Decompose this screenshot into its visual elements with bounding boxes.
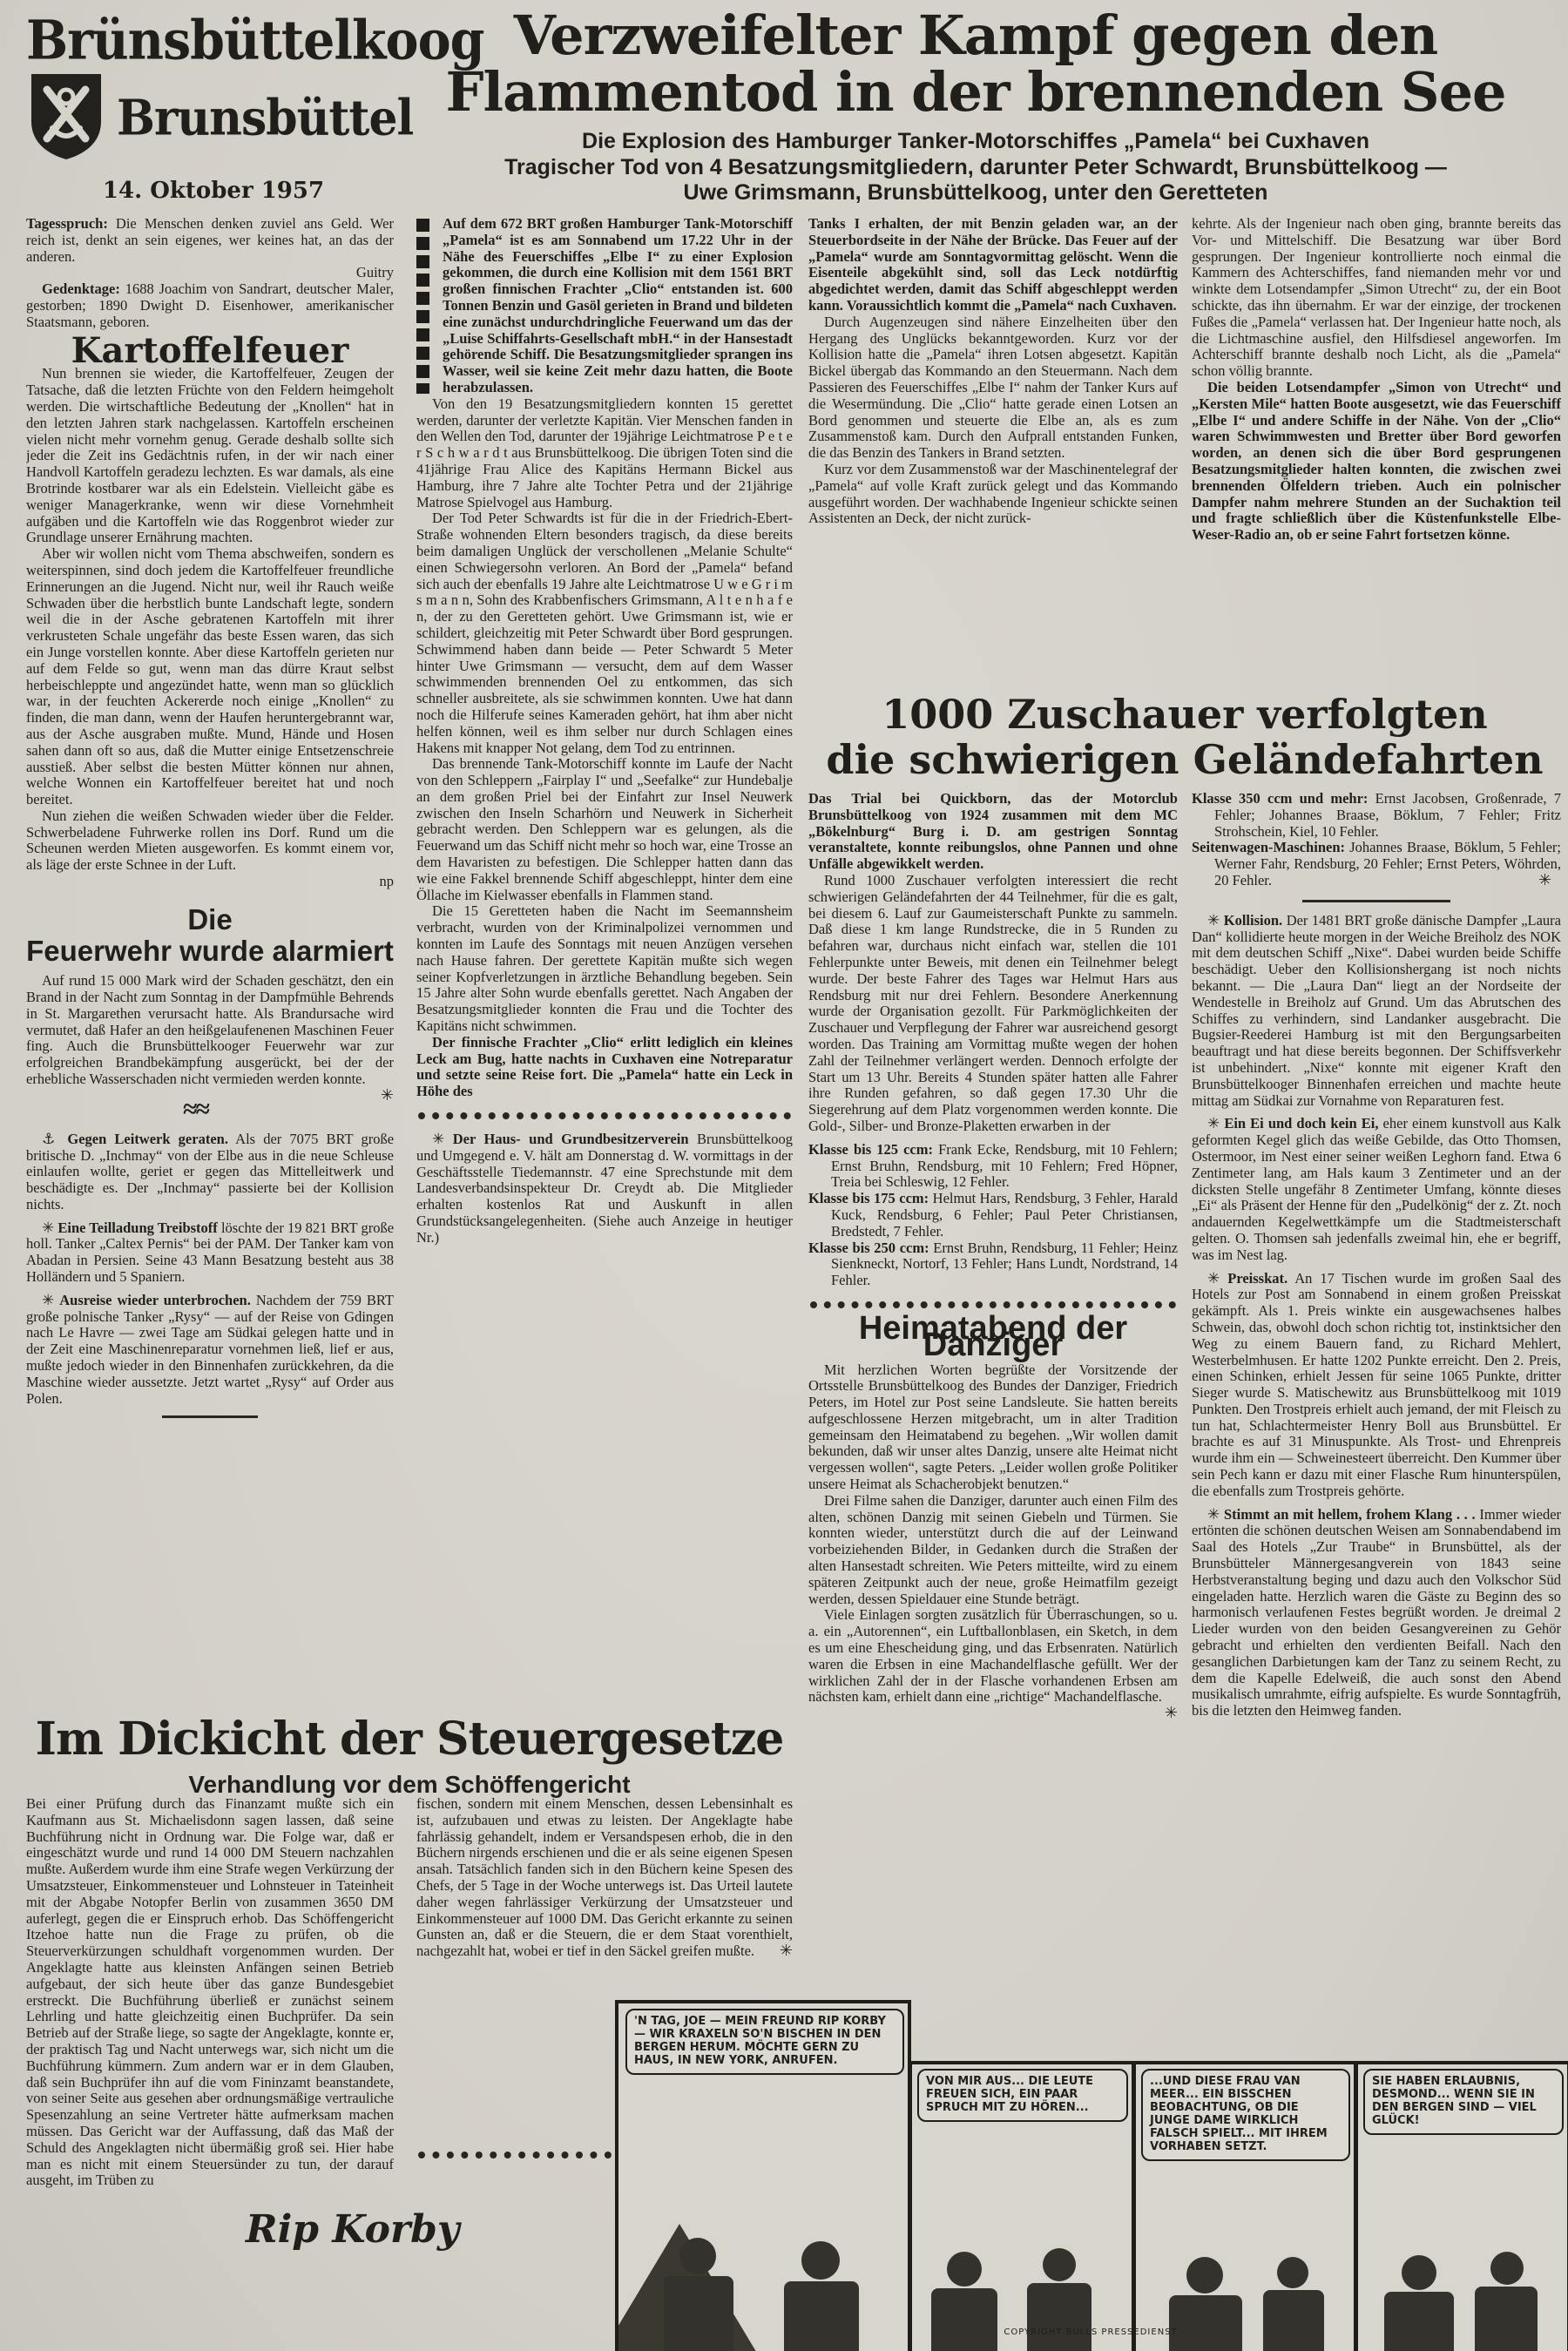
main-subhead-line2: Tragischer Tod von 4 Besatzungsmitgliedern, darunter Peter Schwardt, Brunsbüttelkoog — — [504, 154, 1447, 179]
article-paragraph: Die beiden Lotsendampfer „Simon von Utrecht“ und „Kersten Mile“ hatten Boote ausgesetzt, wie das Feuerschiff „Elbe I“ und andere Schiffe in der Nähe. Von der „Clio“ waren Schwimmwesten und Bretter über Bord geworfen worden, an denen sich die über Bord gesprungenen Besatzungsmitglieder halten konnten, die zwischen zwei brennenden Ölfeldern trieben. Auch ein polnischer Dampfer nahm mehrere Stunden an der Suchaktion teil und fragte schließlich über die Küstenfunkstelle Elbe-Weser-Radio an, ob er seine Fahrt fortsetzen könne. — [1192, 378, 1561, 544]
lead-paragraph — [416, 216, 793, 396]
article-signoff: np — [379, 873, 394, 890]
result-row — [808, 1191, 1178, 1240]
comic-figure — [1169, 2295, 1242, 2351]
comic-figure — [947, 2252, 982, 2287]
article-paragraph: Bei einer Prüfung durch das Finanzamt mußte sich ein Kaufmann aus St. Michaelisdonn sagen lassen, daß seine Buchführung nicht in Ordnung war. Die Folge war, daß er eingeschätzt wurde und rund 14 000 DM Steuern nachzahlen mußte. Außerdem wurde ihm eine Strafe wegen Verkürzung der Umsatzsteuer, Einkommensteuer und Lohnsteuer in Tateinheit mit der Abgabe Notopfer Berlin von zusammen 3650 DM auferlegt, gegen die er Einspruch erhob. Das Schöffengericht Itzehoe hatte nun die Frage zu prüfen, ob die Steuerverkürzungen schuldhaft vorgenommen wurden. Der Angeklagte hatte aus kleinsten Anfängen seinen Betrieb aufgebaut, der sich heute über das ganze Bundesgebiet erstreckt. Die Buchführung überließ er zunächst seinem Lehrling und hatte gleichzeitig einen Buchprüfer. Da sein Betrieb auf der Straße liege, so sagte der Angeklagte, konnte er, der praktisch Tag und Nacht unterwegs war, sich nicht um die Buchführung kümmern. Zum andern war er in dem Glauben, daß sein Buchprüfer ihn auf die vom Fininzamt beanstandete, von seiner Seite aus gesehen aber ordnungsmäßige vertrauliche Spesenzahlung an seine Vertreter hätte aufmerksam machen müssen. Das Gericht war der Auffassung, daß das Maß der Schuld des Angeklagten nicht übermäßig groß sei. Hier habe man es nicht mit einem Steuersünder zu tun, der darauf ausgeht, im Trüben zu — [26, 1796, 394, 2189]
masthead — [26, 9, 484, 204]
brief-body: Brunsbüttelkoog und Umgegend e. V. hält am Donnerstag d. W. vormittags in der Geschäftsstelle Tiedemannstr. 47 eine Sprechstunde mit dem Landesverbandsinspekteur Dr. Creydt ab. Die Mitglieder erhalten kostenlos Rat und Auskunft in allen Grundstücksangelegenheiten. (Siehe auch Anzeige in heutiger Nr.) — [416, 1131, 793, 1246]
brief-lead: Ein Ei und doch kein Ei, — [1224, 1115, 1379, 1132]
feuerwehr-title-line2: Feuerwehr wurde alarmiert — [26, 934, 394, 967]
kartoffelfeuer-title: Kartoffelfeuer — [71, 329, 349, 371]
result-class: Klasse 350 ccm und mehr: — [1192, 791, 1369, 807]
comic-figure — [679, 2238, 716, 2274]
speech-bubble: ...UND DIESE FRAU VAN MEER... EIN BISSCHEN BEOBACHTUNG, OB DIE JUNGE DAME WIRKLICH FALSCH SPIELT... MIT IHREM VORHABEN SETZT. — [1141, 2069, 1350, 2161]
brief-lead: Der Haus- und Grundbesitzerverein — [452, 1131, 689, 1148]
article-paragraph: Nun brennen sie wieder, die Kartoffelfeuer, Zeugen der Tatsache, daß die letzten Früchte von den Feldern heimgeholt werden. Die wirtschaftliche Bedeutung der „Knollen“ hat in den letzten Jahren stark nachgelassen. Kartoffeln erscheinen vielen nicht mehr vornehm genug. Gerade deshalb sollte sich jeder die Zeit ins Gedächtnis rufen, in der wir nach einer Handvoll Kartoffeln geradezu lechzten. Es war damals, als eine Brotrinde kostbarer war als ein Edelstein. Vielleicht gäbe es weniger Managerkranke, wenn wir diese Vornehmheit aufgäben und die Kartoffeln wie das Roggenbrot wieder zur Grundlage unserer Ernährung machten. — [26, 365, 394, 546]
star-icon: ✳ — [1207, 1505, 1220, 1523]
steuer-header — [26, 1713, 793, 1799]
lead-text: Auf dem 672 BRT großen Hamburger Tank-Motorschiff „Pamela“ ist es am Sonnabend um 17.22 Uhr in der Nähe des Feuerschiffes „Elbe I“ zu einer Explosion gekommen, die durch eine Kollision mit dem 1561 BRT großen finnischen Frachter „Clio“ entstanden ist. 600 Tonnen Benzin und Gasöl gerieten in Brand und bildeten eine zunächst undurchdringliche Feuerwand um das der „Luise Schiffahrts-Gesellschaft mbH.“ in der Hansestadt gehörende Schiff. Die Besatzungsmitglieder sprangen ins Wasser, weil sie keine Zeit mehr dazu hatten, die Boote herabzulassen. — [443, 216, 793, 395]
column-2 — [416, 216, 793, 1707]
article-paragraph: Von den 19 Besatzungsmitgliedern konnten 15 gerettet werden, darunter der verletzte Kapitän. Vier Menschen fanden in den Wellen den Tod, darunter der 19jährige Leichtmatrose P e t e r S c h w a r d t aus Brunsbüttelkoog. Die übrigen Toten sind die 41jährige Frau Alice des Kapitäns Hermann Bickel aus Hamburg, ihre 7 Jahre alte Tochter Petra und der 21jährige Matrose Spielvogel aus Hamburg. — [416, 395, 793, 510]
speech-bubble: VON MIR AUS... DIE LEUTE FREUEN SICH, EIN PAAR SPRUCH MIT ZU HÖREN... — [917, 2069, 1128, 2122]
tagesspruch-author: Guitry — [355, 264, 394, 281]
article-paragraph: Mit herzlichen Worten begrüßte der Vorsitzende der Ortsstelle Brunsbüttelkoog des Bundes der Danziger, Friedrich Peters, im Hotel zur Post seine Landsleute. Sie hatten bereits aufgeschlossene Herzen mitgebracht, um in alter Tradition gemeinsam den Heimatabend zu begehen. „Wir wollen damit bekunden, daß wir unser altes Danzig, unsere alte Heimat nicht vergessen wollen“, sagte Peters. „Leider wollen große Politiker unsere Heimat als Schacherobjekt benutzen.“ — [808, 1361, 1178, 1493]
result-row — [808, 1240, 1178, 1289]
section-rule — [1302, 900, 1450, 902]
news-brief — [1192, 1271, 1561, 1500]
brief-lead: Gegen Leitwerk geraten. — [67, 1130, 228, 1147]
danziger-title: Heimatabend der Danziger — [858, 1309, 1128, 1363]
trial-lead: Das Trial bei Quickborn, das der Motorclub Brunsbüttelkoog von 1924 zusammen mit dem MC „Bökelnburg“ Burg i. D. am gestrigen Sonntag veranstaltete, konnte reibungslos, ohne Pannen und ohne Unfälle abgewikkelt werden. — [808, 791, 1178, 873]
comic-figure — [1186, 2257, 1223, 2294]
trial-headline-line1: 1000 Zuschauer verfolgten — [882, 691, 1488, 738]
main-subhead-line3: Uwe Grimsmann, Brunsbüttelkoog, unter den Geretteten — [683, 180, 1268, 206]
column-3-mid — [808, 791, 1178, 2071]
article-paragraph: Der Tod Peter Schwardts ist für die in der Friedrich-Ebert-Straße wohnenden Eltern besonders tragisch, da diese bereits beim damaligen Unglück der verschollenen „Melanie Schulte“ einen Schwiegersohn verloren. An Bord der „Pamela“ befand sich auch der ebenfalls 19 Jahre alte Leichtmatrose U w e G r i m s m a n n, Sohn des Krabbenfischers Grimsmann, A l t e n h a f e n, der zu den Geretteten gehört. Uwe Grimsmann ist, wie er schildert, gleichzeitig mit Peter Schwardt über Bord gesprungen. Schwimmend haben dann beide — Peter Schwardt 5 Meter hinter Uwe Grimsmann — versucht, dem auf dem Wasser schwimmenden brennenden Oel zu entkommen, das sich schneller ausbreitete, als sie schwimmen konnten. Uwe hat dann noch die Hilferufe seines Kameraden gehört, hat ihm aber nicht helfen können, weil es ihm selber nur durch Schlagen eines Hakens mit knapper Not gelang, dem Tod zu entrinnen. — [416, 510, 793, 756]
article-paragraph: Durch Augenzeugen sind nähere Einzelheiten über den Hergang des Unglücks bekanntgeworden. Kurz vor der Kollision hatte die „Pamela“ ihren Lotsen abgesetzt. Kapitän Bickel übergab das Kommando an den Steuermann. Nach dem Passieren des Feuerschiffes „Elbe I“ nahm der Tanker Kurs auf die Wesermündung. Die „Clio“ hatte gerade einen Lotsen an Bord genommen und steuerte die Elbe an, als es zum Zusammenstoß kam. Durch den Aufprall entstanden Funken, die das Benzin des Tankers in Brand setzten. — [808, 313, 1178, 462]
article-paragraph: Tanks I erhalten, der mit Benzin geladen war, an der Steuerbordseite in der Nähe der Brücke. Das Feuer auf der „Pamela“ wurde am Sonntagvormittag gelöscht. Wenn die Eisenteile abgekühlt sind, soll das Leck notdürftig abgedichtet werden, damit das Schiff abgeschleppt werden kann. Voraussichtlich kommt die „Pamela“ nach Cuxhaven. — [808, 216, 1178, 314]
comic-figure — [1027, 2283, 1092, 2351]
end-star-icon: ✳ — [380, 1085, 394, 1105]
comic-copyright: COPYRIGHT BULLS PRESSEDIENST — [1004, 2327, 1178, 2337]
result-class: Seitenwagen-Maschinen: — [1192, 839, 1345, 856]
star-icon: ✳ — [1207, 1269, 1220, 1287]
news-brief — [26, 1220, 394, 1286]
result-text: Ernst Jacobsen, Großenrade, 7 Fehler; Johannes Braase, Böklum, 7 Fehler; Fritz Strohschein, Kiel, 10 Fehler. — [1214, 791, 1561, 840]
article-paragraph — [808, 1606, 1178, 1723]
result-text: Ernst Bruhn, Rendsburg, 11 Fehler; Heinz Sienkneckt, Nortorf, 13 Fehler; Hans Lundt, Nordstrand, 14 Fehler. — [831, 1239, 1178, 1289]
comic-figure — [1475, 2287, 1538, 2351]
lead-story-header — [396, 3, 1555, 206]
tagesspruch-label: Tagesspruch: — [26, 216, 108, 232]
article-paragraph: Aber wir wollen nicht vom Thema abschweifen, sondern es weiterspinnen, sind doch jedem die Kartoffelfeuer freundliche Erinnerungen an die Jugend. Nicht nur, weil ihr Rauch weiße Schwaden über die herbstlich bunte Landschaft legte, sondern weil die in der Asche gebratenen Kartoffeln mit ihrer verkrusteten Schale ungefähr das beste Essen waren, das sich ein Junge vorstellen konnte. Aber diese Kartoffeln gerieten nur auf dem Felde so gut, wenn man das dürre Kraut selbst herbeischleppte und angezündet hatte, wenn man so glücklich war, in der feuchten Ackererde noch einige „Knollen“ zu finden, die man dann, wenn der Haufen heruntergebrannt war, aus der Asche ausgraben mußte. Mund, Hände und Hosen sahen dann oft so aus, daß die Mutter einige Entsetzenschreie ausstieß. Aber selbst die besten Mütter können nur ahnen, welche Wonnen ein Kartoffelfeuer bereitet hat und noch bereitet. — [26, 545, 394, 808]
issue-date: 14. Oktober 1957 — [102, 178, 325, 204]
brief-body: Der 1481 BRT große dänische Dampfer „Laura Dan“ kollidierte heute morgen in der Weiche Breiholz des NOK mit dem deutschen Schiff „Nixe“. Dabei wurden beide Schiffe beschädigt. Ueber den Kollisionshergang ist noch nichts bekannt. — Die „Laura Dan“ liegt an der Nordseite der Wendestelle in Breiholz auf Grund. Um das Abrutschen des Schiffes zu verhindern, sind Landanker ausgebracht. Die Bugsier-Reederei Hamburg ist mit den Bergungsarbeiten beauftragt und hat diese bereits begonnen. Der Schiffsverkehr ist unbehindert. „Nixe“ konnte mit eigener Kraft den Brunsbüttelkooger Binnenhafen erreichen und machte heute mittag am Südkai zur Vornahme von Reparaturen fest. — [1192, 911, 1561, 1109]
news-brief — [1192, 1116, 1561, 1263]
gedenktage-text: 1688 Joachim von Sandrart, deutscher Maler, gestorben; 1890 Dwight D. Eisenhower, amerikanischer Staatsmann, geboren. — [26, 280, 394, 330]
gedenktage — [26, 281, 394, 330]
news-brief — [26, 1293, 394, 1408]
article-paragraph: Die 15 Geretteten haben die Nacht im Seemannsheim verbracht, wurden von der Kriminalpolizei vernommen und konnten im Laufe des Sonntags mit neuen Anzügen versehen nach Hause fahren. Der gerettete Kapitän mußte sich wegen seiner Kopfverletzungen in ärztliche Behandlung begeben. Sein 15 Jahre alter Sohn wurde ebenfalls gerettet. Nach Angaben der Besatzungsmitglieder konnten die Frau und die Tochter des Kapitäns nicht schwimmen. — [416, 902, 793, 1035]
article-paragraph: Rund 1000 Zuschauer verfolgten interessiert die recht schwierigen Geländefahrten der 44 Teilnehmer, für die es galt, bei diesem 6. Lauf zur Gaumeisterschaft Punkte zu sammeln. Daß diese 1 km lange Rundstrecke, die in 5 Runden zu befahren war, durchaus nicht einfach war, stellen die 101 Fehlerpunkte unter Beweis, mit denen ein Teilnehmer belegt wurde. Der beste Fahrer des Tages war Helmut Hars aus Rendsburg mit nur drei Fehlern. Besondere Anerkennung wurde der Organisation gezollt. Für Parkmöglichkeiten der Zuschauer und Verpflegung der Fahrer war ausreichend gesorgt worden. Das Training am Vormittag mußte wegen der hohen Zahl der Teilnehmer verlängert werden. Dennoch erfolgte der Start um 13 Uhr. Bereits 4 Stunden später hatten alle Fahrer ihre Runden gefahren, so daß gegen 17.30 Uhr die Siegerehrung auf dem Platz vorgenommen werden konnte. Die Gold-, Silber- und Bronze-Plaketten erwarben in der — [808, 871, 1178, 1134]
brief-lead: Preisskat. — [1227, 1269, 1288, 1287]
news-brief — [1192, 1507, 1561, 1719]
main-subhead-line1: Die Explosion des Hamburger Tanker-Motorschiffes „Pamela“ bei Cuxhaven — [582, 129, 1369, 154]
news-brief — [26, 1132, 394, 1213]
steuer-col2-text: fischen, sondern mit einem Menschen, dessen Lebensinhalt es ist, aufzubauen und etwas zu leisten. Der Angeklagte habe fahrlässig gehandelt, indem er Versandspesen erhob, die in den Büchern nirgends erschienen und die er als seine eigenen Spesen ansah. Tatsächlich fanden sich in den Büchern keine Spesen des Chefs, der 5 Tage in der Woche unterwegs ist. Das Urteil lautete daher wegen fahrlässiger Verkürzung der Umsatzsteuer und Einkommensteuer auf 1000 DM. Das Gericht erkannte zu seinen Gunsten an, daß er die Steuern, die er dem Staat vorenthielt, nachgezahlt hat, wobei er tief in den Säckel greifen mußte. — [416, 1796, 793, 1960]
end-star-icon: ✳ — [779, 1942, 793, 1961]
brief-lead: Stimmt an mit hellem, frohem Klang . . . — [1223, 1505, 1476, 1523]
speech-bubble: SIE HABEN ERLAUBNIS, DESMOND... WENN SIE IN DEN BERGEN SIND — VIEL GLÜCK! — [1363, 2069, 1564, 2135]
result-class: Klasse bis 175 ccm: — [808, 1190, 929, 1207]
speech-bubble: 'N TAG, JOE — MEIN FREUND RIP KORBY — WIR KRAXELN SO'N BISCHEN IN DEN BERGEN HERUM. MÖCHTE GERN ZU HAUS, IN NEW YORK, ANRUFEN. — [625, 2009, 904, 2075]
comic-panel-2 — [909, 2061, 1135, 2351]
result-text: Helmut Hars, Rendsburg, 3 Fehler, Harald Kuck, Rendsburg, 6 Fehler; Paul Peter Christiansen, Bredstedt, 7 Fehler. — [831, 1190, 1178, 1240]
brief-body: Nachdem der 759 BRT große polnische Tanker „Rysy“ — auf der Reise von Gdingen nach Le Havre — zwei Tage am Südkai gelegen hatte und in der Zeit eine Maschinenreparatur vornehmen ließ, lief er aus, mußte jedoch wieder in den Binnenhafen zurückkehren, da die Maschine wieder aussetzte. Jetzt wartet „Rysy“ auf Order aus Polen. — [26, 1291, 394, 1407]
column-1 — [26, 216, 394, 1707]
danziger-p3: Viele Einlagen sorgten zusätzlich für Überraschungen, so u. a. ein „Autorennen“, ein Luftballonblasen, ein Sketch, in dem es um eine Ehescheidung ging, und das Erbsenraten. Natürlich waren die Erbsen in eine Machandelflasche gefüllt. Wer der wirklichen Zahl der in der Flasche vorhandenen Erbsen am nächsten kam, erhielt dann eine „richtige“ Machandelflasche. — [808, 1606, 1178, 1706]
article-paragraph: kehrte. Als der Ingenieur nach oben ging, brannte bereits das Vor- und Mittelschiff. Die Besatzung war über Bord gesprungen. Der Ingenieur kontrollierte noch einmal die Kammern des Achterschiffes, fand niemanden mehr vor und winkte dem Lotsendampfer „Simon Utrecht“ zu, der ein Boot schickte, das ihn übernahm. Er war der einzige, der trockenen Fußes die „Pamela“ verlassen hat. Der Ingenieur hatte noch, als die Lichtmaschine ausfiel, den Hilfsdiesel angeworfen. Im Achterschiff brannte deshalb noch Licht, als die „Pamela“ schon völlig brannte. — [1192, 216, 1561, 380]
comic-figure — [1402, 2255, 1436, 2290]
brief-body: An 17 Tischen wurde im großen Saal des Hotels zur Post am Sonnabend in einem großen Preisskat gekämpft. Als 1. Preis winkte ein ausgewachsenes halbes Schwein, das, obwohl doch schon richtig tot, instinktsicher den Weg zu einem Bauern fand, zu Richard Mehlert, Westerbelmhusen. Er hatte 1202 Punkte erreicht. Den 2. Preis, einen Schinken, erhielt Jessen für seine 1065 Punkte, dritter Sieger wurde S. Matischewitz aus Brunsbüttelkoog mit 1019 Punkten. Den Trostpreis erhielt auch jemand, der mit Fleisch zu tun hat, Schlachtermeister Henry Boll aus Brunsbüttel. Er brachte es auf 31 Minuspunkte. Als Trost- und Ehrenpreis wurde ihm ein — Schweinesteert überreicht. Den Kummer über sein Pech kann er dazu mit einer Flasche Rum hinunterspülen, die ebenfalls zum Trostpreis gehörte. — [1192, 1269, 1561, 1499]
comic-figure — [1043, 2248, 1076, 2281]
brief-lead: Kollision. — [1223, 911, 1283, 929]
comic-figure — [664, 2276, 733, 2351]
feuerwehr-title — [26, 904, 394, 966]
news-brief — [416, 1132, 793, 1246]
section-rule — [162, 1415, 258, 1418]
brief-lead: Ausreise wieder unterbrochen. — [59, 1291, 251, 1308]
star-icon: ✳ — [1207, 1115, 1220, 1133]
comic-figure — [784, 2281, 859, 2351]
steuer-headline: Im Dickicht der Steuergesetze — [35, 1713, 784, 1766]
star-icon: ✳ — [42, 1219, 55, 1237]
brief-body: löschte der 19 821 BRT große holl. Tanker „Caltex Pernis“ bei der PAM. Der Tanker kam von Abadan in Persien. Seine 43 Mann Besatzung besteht aus 38 Holländern und 5 Spaniern. — [26, 1219, 394, 1286]
coat-of-arms-icon — [26, 71, 106, 166]
comic-figure — [1384, 2292, 1454, 2351]
star-icon: ✳ — [1207, 911, 1220, 929]
feuerwehr-title-line1: Die — [187, 902, 233, 936]
tagesspruch — [26, 216, 394, 265]
comic-figure — [1490, 2252, 1524, 2285]
brief-body: Immer wieder ertönten die schönen deutschen Weisen am Sonnabendabend im Saal des Hotels „Zur Traube“ in Brunsbüttel, als der Brunsbütteler Männergesangverein von 1843 seine Herbstveranstaltung beging und dazu auch den Volkschor Süd eingeladen hatte. Herzlich waren die Gäste zu Beginn des so harmonisch verlaufenen Festes begrüßt worden. Je dreimal 2 Lieder wurden von den beiden Gesangvereinen zu Gehör gebracht und erhielten den verdienten Beifall. Nach den gesanglichen Darbietungen kam der Tanz zu seinem Recht, zu dem die Kapelle Edelweiß, die auch sonst den Abend musikalisch umrahmte, eifrig aufspielte. Es wurde Sonntagfrüh, bis die letzten den Heimweg fanden. — [1192, 1505, 1561, 1719]
tagesspruch-text: Die Menschen denken zuviel ans Geld. Wer reich ist, denkt an sein eigenes, wer keines hat, an das der anderen. — [26, 216, 394, 265]
result-class: Klasse bis 250 ccm: — [808, 1239, 929, 1256]
main-headline-line2: Flammentod in der brennenden See — [445, 60, 1506, 125]
news-brief — [1192, 913, 1561, 1110]
result-row: Seitenwagen-Maschinen: Johannes Braase, Böklum, 5 Fehler; Werner Fahr, Rendsburg, 20 Fehler; Ernst Peters, Wöhrden, 20 Fehler. ✳ — [1192, 839, 1561, 889]
feuerwehr-body: Auf rund 15 000 Mark wird der Schaden geschätzt, den ein Brand in der Nacht zum Sonntag in der Dampfmühle Behrends in St. Margarethen verursacht hatte. Als Brandursache wird vermutet, daß Hafer an den heißgelaufenenen Maschinen Feuer fing. Auch die Brunsbüttelkooger Feuerwehr war zur erfolgreichen Brandbekämpfung ausgerückt, bei der der erhebliche Wasserschaden nicht vermieden werden konnte. — [26, 972, 394, 1087]
comic-figure — [1263, 2290, 1324, 2351]
article-paragraph: Der finnische Frachter „Clio“ erlitt lediglich ein kleines Leck am Bug, hatte nachts in Cuxhaven eine Notreparatur und setzte seine Reise fort. Die „Pamela“ hatte ein Leck in Höhe des — [416, 1033, 793, 1100]
brief-body: eher einem kunstvoll aus Kalk geformten Kegel glich das weiße Gebilde, das Otto Thomsen, Ostermoor, im Nest einer seiner weißen Leghorn fand. Etwa 6 Zentimeter lang, am Hals kaum 3 Zentimeter und an der dicksten Stelle ungefähr 8 Zentimeter Umfang, könnte dieses „Ei“ als Präsent der Henne für den „Pudelkönig“ der z. Zt. noch andauernden Kegelwettkämpfe um die Stadtmeisterschaft gelten. O. Thomsen sah jedenfalls zweimal hin, ehe er begriff, was im Nest lag. — [1192, 1115, 1561, 1263]
article-paragraph — [26, 972, 394, 1105]
article-paragraph: Kurz vor dem Zusammenstoß war der Maschinentelegraf der „Pamela“ auf volle Kraft zurück gelegt und das Kommando ausgeführt worden. Der wachhabende Ingenieur schickte seinen Assistenten an Deck, der nicht zurück- — [808, 460, 1178, 527]
star-icon: ✳ — [42, 1291, 55, 1309]
chain-divider — [418, 1112, 791, 1119]
chain-divider — [418, 2152, 612, 2158]
brief-lead: Eine Teilladung Treibstoff — [57, 1219, 218, 1236]
result-row — [808, 1142, 1178, 1191]
column-4-mid — [1192, 791, 1561, 2071]
comic-panel-4 — [1355, 2061, 1568, 2351]
comic-figure — [1277, 2257, 1308, 2288]
chain-divider — [810, 1301, 1176, 1308]
gedenktage-label: Gedenktage: — [42, 280, 120, 298]
star-icon: ✳ — [432, 1131, 445, 1149]
masthead-title-line2: Brunsbüttel — [117, 89, 414, 146]
trial-headline-line2: die schwierigen Geländefahrten — [826, 735, 1544, 783]
column-4-top — [1192, 216, 1561, 693]
comic-figure — [931, 2288, 997, 2351]
article-paragraph — [416, 1796, 793, 1960]
lead-marker-bar — [416, 219, 429, 394]
result-text: Johannes Braase, Böklum, 5 Fehler; Werner Fahr, Rendsburg, 20 Fehler; Ernst Peters, Wöhrden, 20 Fehler. — [1214, 839, 1561, 888]
steuer-subhead: Verhandlung vor dem Schöffengericht — [188, 1771, 631, 1798]
comic-figure — [801, 2241, 840, 2280]
article-paragraph: Nun ziehen die weißen Schwaden wieder über die Felder. Schwerbeladene Fuhrwerke rollen ins Dorf. Rund um die Scheunen werden Mieten ausgeworfen. Es kommt einem vor, als läge der erste Schnee in der Luft. — [26, 807, 394, 874]
result-class: Klasse bis 125 ccm: — [808, 1140, 933, 1158]
anchor-icon: ⚓ — [42, 1130, 60, 1148]
result-row — [1192, 791, 1561, 840]
masthead-title-line1: Brünsbüttelkoog — [26, 9, 484, 72]
end-star-icon: ✳ — [1164, 1704, 1178, 1723]
main-headline-line1: Verzweifelter Kampf gegen den — [513, 3, 1438, 67]
column-3-top — [808, 216, 1178, 693]
wavy-divider: ≈≈ — [182, 1094, 208, 1124]
comic-title: Rip Korby — [246, 2207, 460, 2252]
comic-panel-3 — [1132, 2061, 1357, 2351]
result-text: Frank Ecke, Rendsburg, mit 10 Fehlern; Ernst Bruhn, Rendsburg, mit 10 Fehlern; Fred Höpner, Treia bei Schleswig, 12 Fehler. — [831, 1140, 1178, 1191]
brief-body: Als der 7075 BRT große britische D. „Inchmay“ von der Elbe aus in die neue Schleuse einlaufen wollte, geriet er gegen das Mittelleitwerk und beschädigte es. Der „Inchmay“ passierte bei der Kollision nichts. — [26, 1130, 394, 1213]
comic-panel-1 — [615, 2000, 911, 2351]
trial-headline — [808, 692, 1561, 782]
article-paragraph: Das brennende Tank-Motorschiff konnte im Laufe der Nacht von den Schleppern „Fairplay I“ und „Seefalke“ zur Hundebalje an dem großen Priel bei der Einfahrt zur Insel Neuwerk zwischen den Inseln Scharhörn und Neuwerk in Sicherheit gebracht werden. Den Schleppern war es gelungen, als die Feuerwand um das Schiff nicht mehr so hoch war, eine Trosse an dem Havaristen zu befestigen. Die Schlepper hatten dann das wie eine Fakkel brennende Schiff abgeschleppt, hinter dem eine Öllache im Kielwasser ebenfalls in Flammen stand. — [416, 755, 793, 903]
article-paragraph: Drei Filme sahen die Danziger, darunter auch einen Film des alten, schönen Danzig mit seinen Giebeln und Türmen. Sie konnten wieder, unterstützt durch die auf der Leinwand vorbeiziehenden Bilder, in Gedanken durch die Straßen der alten Hansestadt schreiten. Wie Peters mitteilte, wird zu einem späteren Zeitpunkt auch der neue, große Heimatfilm gezeigt werden, dessen Spieldauer eine Stunde beträgt. — [808, 1491, 1178, 1607]
